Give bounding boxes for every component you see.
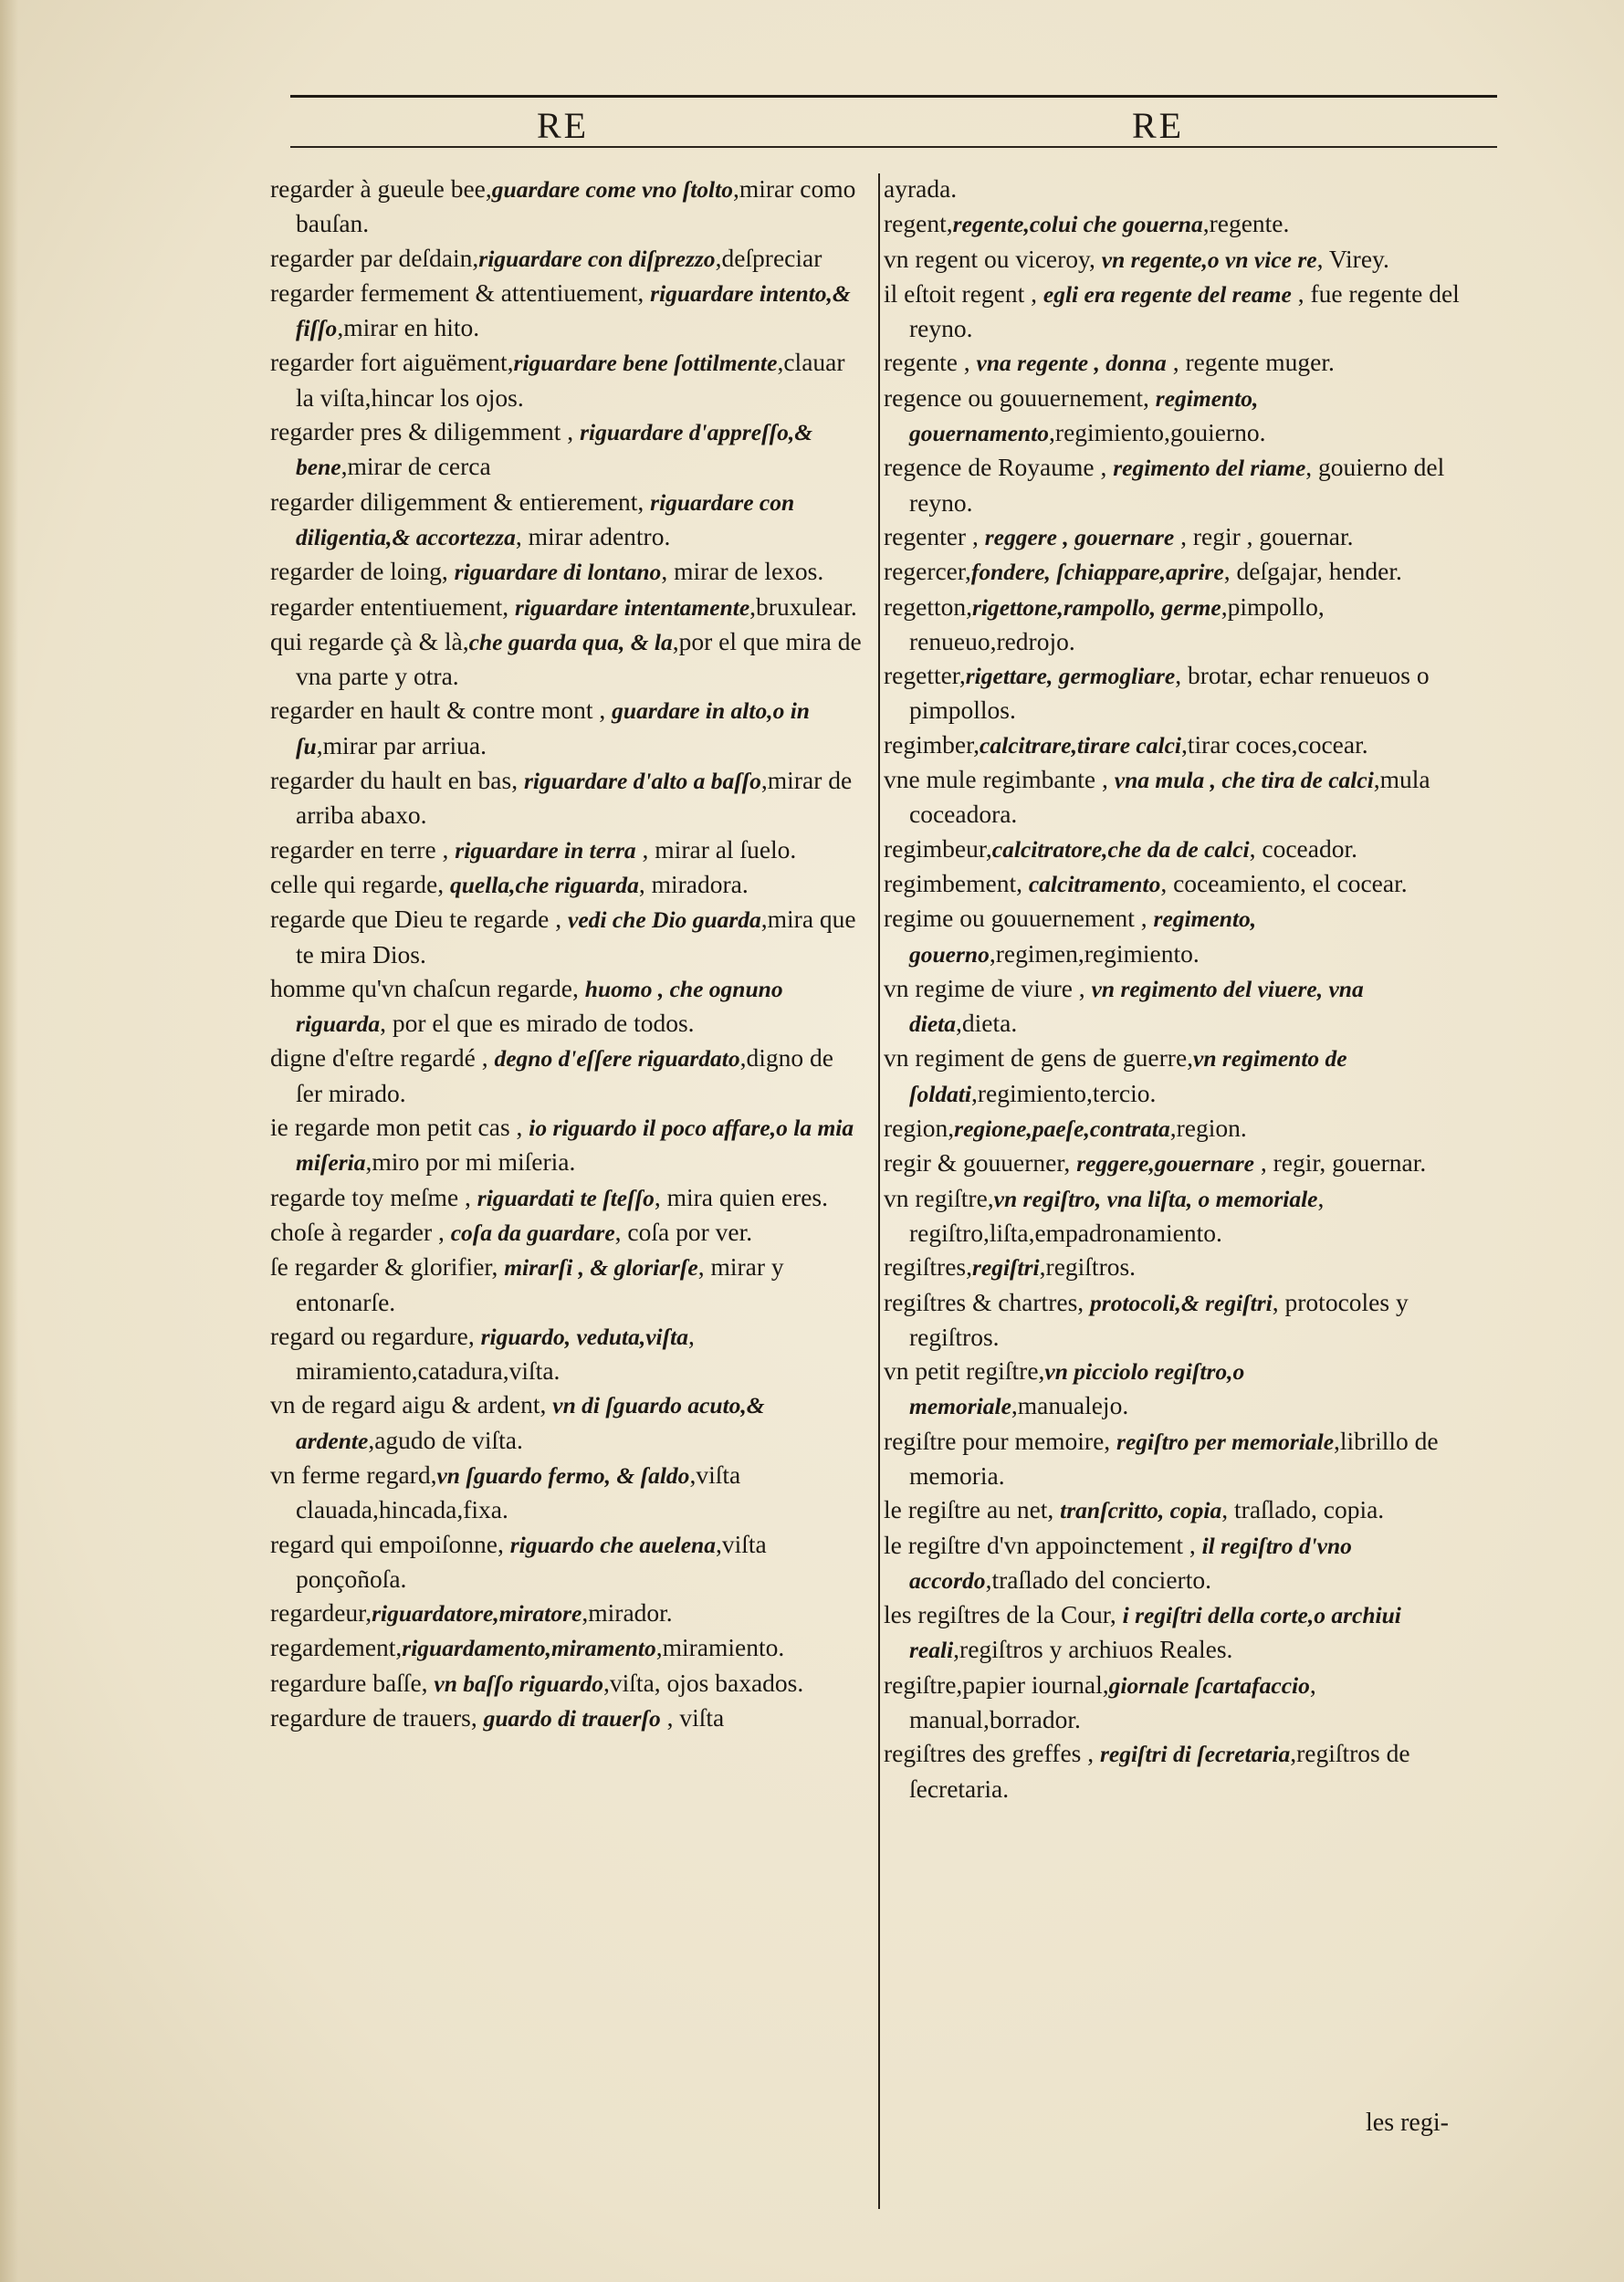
italian-gloss: rigettone,rampollo, germe bbox=[971, 593, 1221, 621]
spanish-gloss: ,miro por mi miſeria. bbox=[365, 1147, 576, 1177]
spanish-gloss: ,regimen,regimiento. bbox=[989, 938, 1200, 968]
left-column bbox=[270, 172, 864, 1735]
french-headword: vn petit regiſtre, bbox=[884, 1356, 1045, 1386]
italian-gloss: regimento del riame bbox=[1113, 455, 1306, 482]
dictionary-entry bbox=[270, 1215, 864, 1250]
spanish-gloss: ,mirar de arriba abaxo. bbox=[296, 766, 853, 830]
italian-gloss: vn ſguardo fermo, & ſaldo bbox=[436, 1461, 690, 1489]
italian-gloss: calcitrare,tirare calci bbox=[980, 731, 1181, 759]
french-headword: vn regiment de gens de guerre, bbox=[884, 1043, 1194, 1073]
dictionary-entry bbox=[884, 1597, 1468, 1668]
dictionary-entry bbox=[270, 1041, 864, 1110]
italian-gloss: vn picciolo regiſtro,o memoriale bbox=[909, 1358, 1245, 1420]
running-head-left: RE bbox=[537, 105, 590, 146]
french-headword: regardure baſſe, bbox=[270, 1668, 435, 1697]
italian-gloss: regione,paeſe,contrata bbox=[954, 1115, 1170, 1143]
spanish-gloss: ,mirar como bauſan. bbox=[296, 174, 856, 238]
spanish-gloss: , gouierno del reyno. bbox=[909, 453, 1445, 517]
dictionary-entry bbox=[884, 1041, 1468, 1111]
spanish-gloss: ,regimiento,gouierno. bbox=[1049, 418, 1266, 447]
dictionary-entry bbox=[270, 241, 864, 276]
spanish-gloss: ,clauar la viſta,hincar los ojos. bbox=[296, 348, 845, 412]
italian-gloss: protocoli,& regiſtri bbox=[1090, 1289, 1273, 1316]
dictionary-entry bbox=[884, 1492, 1468, 1527]
dictionary-entry bbox=[270, 1630, 864, 1665]
spanish-gloss: , regir, gouernar. bbox=[1253, 1148, 1427, 1178]
spanish-gloss: , traſlado, copia. bbox=[1221, 1495, 1385, 1524]
french-headword: regardure de trauers, bbox=[270, 1703, 484, 1732]
french-headword: regetter, bbox=[884, 661, 966, 690]
italian-gloss: riguardo, veduta,viſta bbox=[480, 1323, 688, 1350]
dictionary-entry bbox=[884, 1111, 1468, 1146]
dictionary-entry bbox=[884, 971, 1468, 1042]
french-headword: regardement, bbox=[270, 1633, 403, 1662]
spanish-gloss: ,traſlado del concierto. bbox=[985, 1565, 1211, 1594]
spanish-gloss: , regiſtro,liſta,empadronamiento. bbox=[909, 1183, 1325, 1247]
dictionary-entry bbox=[884, 866, 1468, 901]
italian-gloss: vedi che Dio guarda bbox=[568, 906, 761, 934]
spanish-gloss: ,mirar en hito. bbox=[337, 313, 480, 342]
french-headword: regiſtre,papier iournal, bbox=[884, 1670, 1109, 1699]
dictionary-entry bbox=[884, 1181, 1468, 1251]
italian-gloss: riguardati te ſteſſo bbox=[477, 1184, 655, 1211]
spanish-gloss: ,regiſtros de ſecretaria. bbox=[909, 1739, 1410, 1803]
spanish-gloss: , miradora. bbox=[638, 869, 749, 898]
spanish-gloss: , mira quien eres. bbox=[654, 1182, 828, 1211]
spanish-gloss: , coceamiento, el cocear. bbox=[1160, 868, 1408, 897]
french-headword: region, bbox=[884, 1114, 955, 1143]
dictionary-entry bbox=[270, 1319, 864, 1388]
dictionary-entry bbox=[884, 381, 1468, 451]
dictionary-entry bbox=[270, 1596, 864, 1630]
french-headword: regarder du hault en bas, bbox=[270, 766, 524, 795]
dictionary-entry bbox=[270, 832, 864, 867]
dictionary-entry bbox=[270, 1527, 864, 1596]
dictionary-entry bbox=[270, 1701, 864, 1735]
dictionary-entry bbox=[884, 1424, 1468, 1493]
italian-gloss: huomo , che ognuno riguarda bbox=[296, 975, 783, 1038]
french-headword: qui regarde çà & là, bbox=[270, 626, 469, 655]
spanish-gloss: ,regimiento,tercio. bbox=[971, 1078, 1157, 1107]
french-headword: regiſtres, bbox=[884, 1252, 972, 1282]
italian-gloss: quella,che riguarda bbox=[449, 871, 639, 898]
header-rule-bottom bbox=[290, 146, 1497, 148]
dictionary-entry bbox=[884, 901, 1468, 971]
italian-gloss: riguardatore,miratore bbox=[372, 1600, 582, 1628]
italian-gloss: reggere , gouernare bbox=[984, 523, 1175, 550]
french-headword: regarder en terre , bbox=[270, 834, 456, 864]
italian-gloss: vn regiſtro, vna liſta, o memoriale bbox=[993, 1185, 1318, 1212]
dictionary-entry bbox=[270, 624, 864, 694]
dictionary-entry bbox=[884, 242, 1468, 277]
french-headword: vn regime de viure , bbox=[884, 973, 1092, 1002]
dictionary-entry bbox=[884, 172, 1468, 206]
italian-gloss: riguardo che auelena bbox=[509, 1531, 716, 1558]
dictionary-entry bbox=[270, 1180, 864, 1215]
italian-gloss: regente,colui che gouerna bbox=[952, 211, 1203, 238]
dictionary-entry bbox=[884, 1250, 1468, 1284]
italian-gloss: riguardare d'appreſſo,& bene bbox=[296, 419, 813, 481]
french-headword: choſe à regarder , bbox=[270, 1217, 451, 1246]
catchword: les regi- bbox=[1366, 2109, 1449, 2137]
french-headword: celle qui regarde, bbox=[270, 869, 450, 898]
french-headword: il eſtoit regent , bbox=[884, 278, 1043, 308]
italian-gloss: riguardamento,miramento bbox=[402, 1635, 656, 1662]
italian-gloss: vn regimento de ſoldati bbox=[909, 1045, 1347, 1107]
italian-gloss: regiſtri bbox=[971, 1254, 1040, 1282]
french-headword: vn de regard aigu & ardent, bbox=[270, 1390, 553, 1419]
french-headword: les regiſtres de la Cour, bbox=[884, 1600, 1123, 1629]
french-headword: vn regiſtre, bbox=[884, 1183, 994, 1212]
french-headword: le regiſtre d'vn appoinctement , bbox=[884, 1530, 1202, 1559]
dictionary-entry bbox=[884, 590, 1468, 659]
spanish-gloss: , coceador. bbox=[1249, 833, 1357, 863]
spanish-gloss: ,viſta, ojos baxados. bbox=[603, 1668, 804, 1697]
dictionary-entry bbox=[884, 1668, 1468, 1737]
italian-gloss: vn regente,o vn vice re bbox=[1101, 246, 1317, 273]
spanish-gloss: , por el que es mirado de todos. bbox=[380, 1009, 695, 1038]
dictionary-entry bbox=[270, 902, 864, 971]
french-headword: regardeur, bbox=[270, 1598, 372, 1628]
spanish-gloss: ,por el que mira de vna parte y otra. bbox=[296, 626, 862, 691]
italian-gloss: fondere, ſchiappare,aprire bbox=[970, 559, 1224, 586]
french-headword: regard ou regardure, bbox=[270, 1321, 481, 1350]
french-headword: regir & gouuerner, bbox=[884, 1148, 1077, 1178]
french-headword: regarde que Dieu te regarde , bbox=[270, 905, 568, 934]
spanish-gloss: , protocoles y regiſtros. bbox=[909, 1287, 1409, 1351]
french-headword: regarder diligemment & entierement, bbox=[270, 487, 651, 516]
french-headword: vn regent ou viceroy, bbox=[884, 244, 1102, 273]
italian-gloss: mirarſi , & gloriarſe bbox=[504, 1254, 698, 1282]
spanish-gloss: ,digno de ſer mirado. bbox=[296, 1043, 833, 1107]
spanish-gloss: ,bruxulear. bbox=[749, 591, 857, 621]
italian-gloss: guardo di trauerſo bbox=[483, 1705, 661, 1732]
dictionary-entry bbox=[884, 1146, 1468, 1180]
french-headword: regarder en hault & contre mont , bbox=[270, 696, 613, 725]
italian-gloss: calcitramento bbox=[1028, 870, 1161, 897]
spanish-gloss: , mirar de lexos. bbox=[661, 557, 824, 586]
spanish-gloss: , coſa por ver. bbox=[614, 1217, 753, 1246]
italian-gloss: guardare in alto,o in ſu bbox=[296, 697, 810, 759]
dictionary-entry bbox=[884, 832, 1468, 866]
french-headword: regarder à gueule bee, bbox=[270, 174, 492, 203]
spanish-gloss: , regente muger. bbox=[1166, 348, 1335, 377]
french-headword: regence ou gouuernement, bbox=[884, 382, 1156, 412]
dictionary-entry bbox=[884, 1354, 1468, 1424]
french-headword: ie regarde mon petit cas , bbox=[270, 1113, 529, 1142]
italian-gloss: regimento, gouernamento bbox=[909, 384, 1259, 447]
spanish-gloss: , Virey. bbox=[1316, 244, 1389, 273]
italian-gloss: il regiſtro d'vno accordo bbox=[909, 1532, 1352, 1594]
page-edge-shadow bbox=[0, 0, 18, 2282]
french-headword: regarder par deſdain, bbox=[270, 243, 479, 272]
french-headword: regiſtres & chartres, bbox=[884, 1287, 1091, 1316]
italian-gloss: vna mula , che tira de calci bbox=[1114, 767, 1374, 794]
dictionary-entry bbox=[270, 763, 864, 832]
right-column bbox=[884, 172, 1468, 1806]
french-headword: regarder de loing, bbox=[270, 557, 455, 586]
italian-gloss: vna regente , donna bbox=[976, 350, 1167, 377]
spanish-gloss: ,manualejo. bbox=[1011, 1391, 1129, 1420]
italian-gloss: coſa da guardare bbox=[450, 1219, 615, 1246]
spanish-gloss: ,mirar de cerca bbox=[341, 452, 491, 481]
dictionary-entry bbox=[884, 345, 1468, 380]
dictionary-entry bbox=[270, 276, 864, 346]
column-divider bbox=[878, 173, 880, 2209]
spanish-gloss: ,viſta ponçoñoſa. bbox=[296, 1529, 767, 1593]
spanish-gloss: ,region. bbox=[1169, 1114, 1247, 1143]
dictionary-entry bbox=[270, 1387, 864, 1458]
italian-gloss: reggere,gouernare bbox=[1076, 1150, 1254, 1178]
dictionary-entry bbox=[884, 1528, 1468, 1598]
spanish-gloss: , viſta bbox=[660, 1703, 725, 1732]
italian-gloss: che guarda qua, & la bbox=[468, 628, 673, 655]
spanish-gloss: ,viſta clauada,hincada,fixa. bbox=[296, 1460, 741, 1524]
spanish-gloss: , manual,borrador. bbox=[909, 1670, 1316, 1734]
spanish-gloss: ,agudo de viſta. bbox=[368, 1425, 523, 1454]
italian-gloss: vn baſſo riguardo bbox=[434, 1670, 604, 1697]
french-headword: regent, bbox=[884, 209, 953, 238]
dictionary-entry bbox=[270, 1666, 864, 1701]
french-headword: le regiſtre au net, bbox=[884, 1495, 1061, 1524]
french-headword: regarder ententiuement, bbox=[270, 591, 515, 621]
italian-gloss: regiſtri di ſecretaria bbox=[1099, 1741, 1291, 1768]
spanish-gloss: , mirar adentro. bbox=[515, 521, 671, 550]
dictionary-entry bbox=[884, 206, 1468, 241]
spanish-gloss: , deſgajar, hender. bbox=[1223, 557, 1402, 586]
dictionary-entry bbox=[884, 728, 1468, 762]
italian-gloss: regimento, gouerno bbox=[909, 905, 1257, 968]
italian-gloss: riguardare intentamente bbox=[515, 593, 750, 621]
italian-gloss: riguardare con diligentia,& accortezza bbox=[296, 488, 795, 550]
dictionary-entry bbox=[884, 277, 1468, 346]
dictionary-entry bbox=[270, 590, 864, 624]
french-headword: regime ou gouuernement , bbox=[884, 904, 1154, 933]
french-headword: regimbement, bbox=[884, 868, 1029, 897]
spanish-gloss: ,mirador. bbox=[581, 1598, 673, 1628]
spanish-gloss: ,librillo de memoria. bbox=[909, 1426, 1439, 1490]
dictionary-entry bbox=[270, 554, 864, 589]
french-headword: regercer, bbox=[884, 557, 971, 586]
dictionary-entry bbox=[270, 1250, 864, 1319]
spanish-gloss: ,dieta. bbox=[956, 1009, 1018, 1038]
spanish-gloss: ,miramiento. bbox=[655, 1633, 785, 1662]
spanish-gloss: , regir , gouernar. bbox=[1174, 521, 1354, 550]
spanish-gloss: , brotar, echar renueuos o pimpollos. bbox=[909, 661, 1430, 725]
french-headword: vn ferme regard, bbox=[270, 1460, 437, 1489]
italian-gloss: guardare come vno ſtolto bbox=[491, 176, 733, 203]
dictionary-entry bbox=[884, 658, 1468, 728]
dictionary-entry bbox=[884, 1285, 1468, 1355]
french-headword: regiſtres des greffes , bbox=[884, 1739, 1100, 1768]
spanish-gloss: ayrada. bbox=[884, 174, 958, 203]
spanish-gloss: ,regiſtros. bbox=[1039, 1252, 1137, 1282]
french-headword: regard qui empoiſonne, bbox=[270, 1529, 510, 1558]
french-headword: homme qu'vn chaſcun regarde, bbox=[270, 973, 585, 1002]
spanish-gloss: ,regente. bbox=[1202, 209, 1290, 238]
italian-gloss: giornale ſcartafaccio bbox=[1108, 1671, 1310, 1699]
italian-gloss: riguardare con diſprezzo bbox=[478, 245, 716, 272]
dictionary-entry bbox=[884, 1736, 1468, 1806]
italian-gloss: egli era regente del reame bbox=[1043, 280, 1292, 308]
french-headword: regarder pres & diligemment , bbox=[270, 417, 581, 446]
dictionary-entry bbox=[270, 414, 864, 485]
italian-gloss: degno d'eſſere riguardato bbox=[494, 1045, 740, 1073]
dictionary-entry bbox=[270, 867, 864, 902]
french-headword: regence de Royaume , bbox=[884, 453, 1114, 482]
spanish-gloss: ,mirar par arriua. bbox=[316, 730, 487, 759]
italian-gloss: riguardare di lontano bbox=[454, 559, 662, 586]
italian-gloss: tranſcritto, copia bbox=[1060, 1497, 1222, 1524]
italian-gloss: vn di ſguardo acuto,& ardente bbox=[296, 1392, 765, 1454]
spanish-gloss: ,tirar coces,cocear. bbox=[1181, 729, 1368, 759]
italian-gloss: riguardare bene ſottilmente bbox=[513, 350, 778, 377]
dictionary-entry bbox=[270, 345, 864, 414]
french-headword: regetton, bbox=[884, 591, 972, 621]
italian-gloss: i regiſtri della corte,o archiui reali bbox=[909, 1602, 1401, 1664]
french-headword: vne mule regimbante , bbox=[884, 765, 1115, 794]
dictionary-entry bbox=[884, 450, 1468, 519]
french-headword: digne d'eſtre regardé , bbox=[270, 1043, 495, 1073]
french-headword: regarder fermement & attentiuement, bbox=[270, 277, 651, 307]
dictionary-entry bbox=[270, 693, 864, 763]
french-headword: ſe regarder & glorifier, bbox=[270, 1252, 505, 1282]
dictionary-entry bbox=[884, 519, 1468, 554]
dictionary-entry bbox=[270, 485, 864, 555]
french-headword: regente , bbox=[884, 348, 977, 377]
dictionary-entry bbox=[270, 172, 864, 241]
spanish-gloss: , mirar al ſuelo. bbox=[635, 834, 797, 864]
spanish-gloss: , mirar y entonarſe. bbox=[296, 1252, 784, 1316]
dictionary-entry bbox=[884, 554, 1468, 589]
italian-gloss: io riguardo il poco affare,o la mia miſeria bbox=[296, 1115, 854, 1177]
spanish-gloss: ,mula coceadora. bbox=[909, 765, 1430, 829]
french-headword: regimbeur, bbox=[884, 833, 992, 863]
spanish-gloss: ,pimpollo, renueuo,redrojo. bbox=[909, 591, 1325, 655]
spanish-gloss: ,mira que te mira Dios. bbox=[296, 905, 856, 968]
italian-gloss: riguardare d'alto a baſſo bbox=[523, 768, 761, 795]
french-headword: regarde toy meſme , bbox=[270, 1182, 477, 1211]
dictionary-entry bbox=[270, 1458, 864, 1527]
french-headword: regimber, bbox=[884, 729, 980, 759]
spanish-gloss: ,deſpreciar bbox=[715, 243, 822, 272]
spanish-gloss: , miramiento,catadura,viſta. bbox=[296, 1321, 695, 1386]
french-headword: regarder fort aiguëment, bbox=[270, 348, 514, 377]
spanish-gloss: ,regiſtros y archiuos Reales. bbox=[953, 1635, 1233, 1664]
italian-gloss: rigettare, germogliare bbox=[965, 663, 1176, 690]
dictionary-entry bbox=[884, 762, 1468, 832]
spanish-gloss: , fue regente del reyno. bbox=[909, 278, 1460, 343]
italian-gloss: riguardare intento,& fiſſo bbox=[296, 279, 851, 342]
italian-gloss: vn regimento del viuere, vna dieta bbox=[909, 975, 1364, 1038]
header-rule-top bbox=[290, 95, 1497, 98]
italian-gloss: calcitratore,che da de calci bbox=[991, 835, 1250, 863]
running-head-right: RE bbox=[1132, 105, 1185, 146]
dictionary-entry bbox=[270, 971, 864, 1042]
italian-gloss: regiſtro per memoriale bbox=[1116, 1428, 1335, 1455]
french-headword: regiſtre pour memoire, bbox=[884, 1426, 1117, 1455]
dictionary-entry bbox=[270, 1110, 864, 1180]
french-headword: regenter , bbox=[884, 521, 985, 550]
italian-gloss: riguardare in terra bbox=[455, 836, 636, 864]
